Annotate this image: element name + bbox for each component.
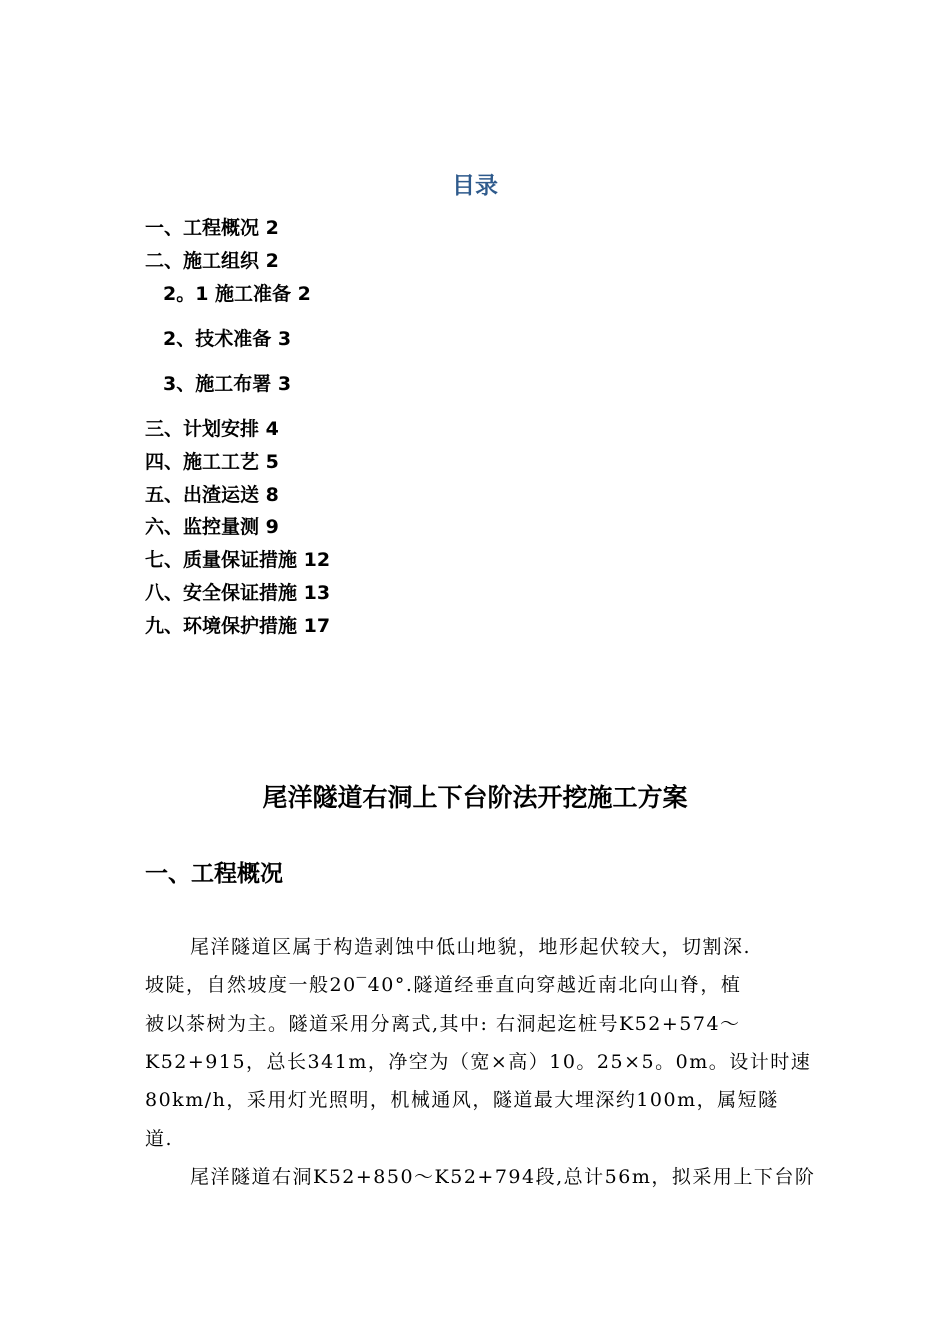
toc-title: 目录: [452, 173, 498, 199]
body-paragraph-line: 被以茶树为主。隧道采用分离式,其中: 右洞起迄桩号K52+574～: [145, 1013, 741, 1035]
body-paragraph-line: K52+915，总长341m，净空为（宽×高）10。25×5。0m。设计时速: [145, 1051, 812, 1073]
toc-item[interactable]: 四、施工工艺 5: [145, 451, 279, 473]
section-heading: 一、工程概况: [145, 861, 283, 887]
toc-item[interactable]: 九、环境保护措施 17: [145, 615, 331, 637]
body-paragraph-line: 尾洋隧道区属于构造剥蚀中低山地貌，地形起伏较大，切割深.: [190, 936, 752, 958]
body-paragraph-line: 尾洋隧道右洞K52+850～K52+794段,总计56m，拟采用上下台阶: [190, 1166, 816, 1188]
toc-item[interactable]: 2。1 施工准备 2: [163, 283, 311, 305]
document-title: 尾洋隧道右洞上下台阶法开挖施工方案: [262, 783, 688, 812]
toc-item[interactable]: 一、工程概况 2: [145, 217, 279, 239]
toc-item[interactable]: 2、技术准备 3: [163, 328, 292, 350]
body-paragraph-line: 道.: [145, 1128, 174, 1150]
body-paragraph-line: 80km/h，采用灯光照明，机械通风，隧道最大埋深约100m，属短隧: [145, 1089, 779, 1111]
toc-item[interactable]: 八、安全保证措施 13: [145, 582, 331, 604]
toc-item[interactable]: 五、出渣运送 8: [145, 484, 279, 506]
toc-item[interactable]: 三、计划安排 4: [145, 418, 279, 440]
toc-item[interactable]: 六、监控量测 9: [145, 516, 279, 538]
toc-item[interactable]: 七、质量保证措施 12: [145, 549, 331, 571]
toc-item[interactable]: 二、施工组织 2: [145, 250, 279, 272]
body-paragraph-line: 坡陡，自然坡度一般20‾40°.隧道经垂直向穿越近南北向山脊，植: [145, 974, 742, 996]
toc-item[interactable]: 3、施工布署 3: [163, 373, 292, 395]
